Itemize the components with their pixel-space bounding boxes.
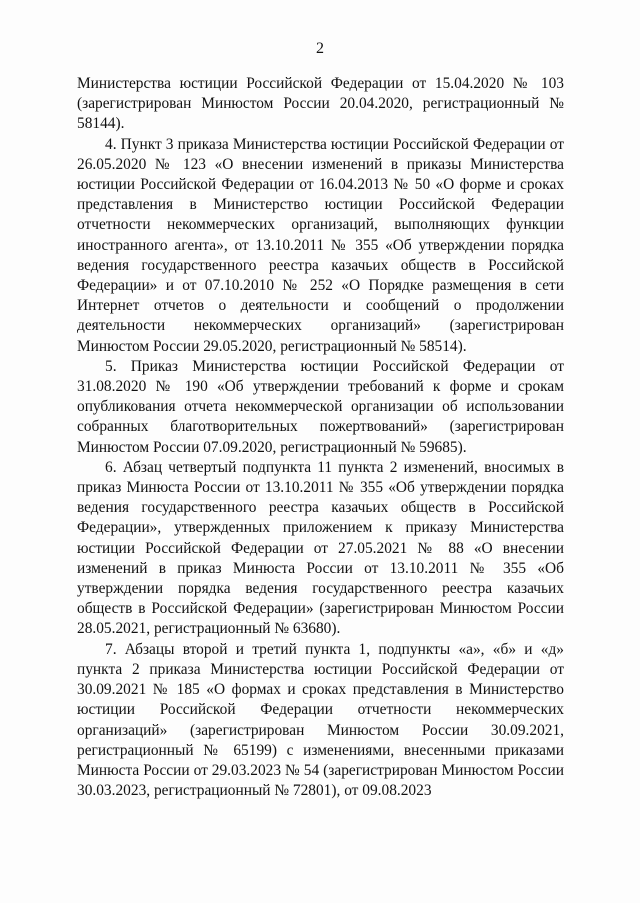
paragraph-item-5: 5. Приказ Министерства юстиции Российской Федерации от 31.08.2020 № 190 «Об утверждении требований к форме и срокам опубликования отчета некоммерческой организации об использовании собранных благотворительных пожертвований» (зарегистрирован Минюстом России 07.09.2020, регистрационный № 59685). — [77, 357, 564, 456]
document-body — [77, 74, 564, 801]
paragraph-continuation: Министерства юстиции Российской Федерации от 15.04.2020 № 103 (зарегистрирован Минюстом России 20.04.2020, регистрационный № 58144). — [77, 75, 564, 133]
paragraph-item-4: 4. Пункт 3 приказа Министерства юстиции Российской Федерации от 26.05.2020 № 123 «О внесении изменений в приказы Министерства юстиции Российской Федерации от 16.04.2013 № 50 «О форме и сроках представления в Министерство юстиции Российской Федерации отчетности некоммерческих организаций, выполняющих функции иностранного агента», от 13.10.2011 № 355 «Об утверждении порядка ведения государственного реестра казачьих обществ в Российской Федерации» и от 07.10.2010 № 252 «О Порядке размещения в сети Интернет отчетов о деятельности и сообщений о продолжении деятельности некоммерческих организаций» (зарегистрирован Минюстом России 29.05.2020, регистрационный № 58514). — [77, 135, 564, 355]
paragraph-item-7: 7. Абзацы второй и третий пункта 1, подпункты «а», «б» и «д» пункта 2 приказа Министерства юстиции Российской Федерации от 30.09.2021 № 185 «О формах и сроках представления в Министерство юстиции Российской Федерации отчетности некоммерческих организаций» (зарегистрирован Минюстом России 30.09.2021, регистрационный № 65199) с изменениями, внесенными приказами Минюста России от 29.03.2023 № 54 (зарегистрирован Минюстом России 30.03.2023, регистрационный № 72801), от 09.08.2023 — [77, 640, 564, 800]
page-number: 2 — [316, 40, 324, 57]
paragraph-item-6: 6. Абзац четвертый подпункта 11 пункта 2 изменений, вносимых в приказ Минюста России от 13.10.2011 № 355 «Об утверждении порядка ведения государственного реестра казачьих обществ в Российской Федерации», утвержденных приложением к приказу Министерства юстиции Российской Федерации от 27.05.2021 № 88 «О внесении изменений в приказ Минюста России от 13.10.2011 № 355 «Об утверждении порядка ведения государственного реестра казачьих обществ в Российской Федерации» (зарегистрирован Минюстом России 28.05.2021, регистрационный № 63680). — [77, 458, 564, 638]
